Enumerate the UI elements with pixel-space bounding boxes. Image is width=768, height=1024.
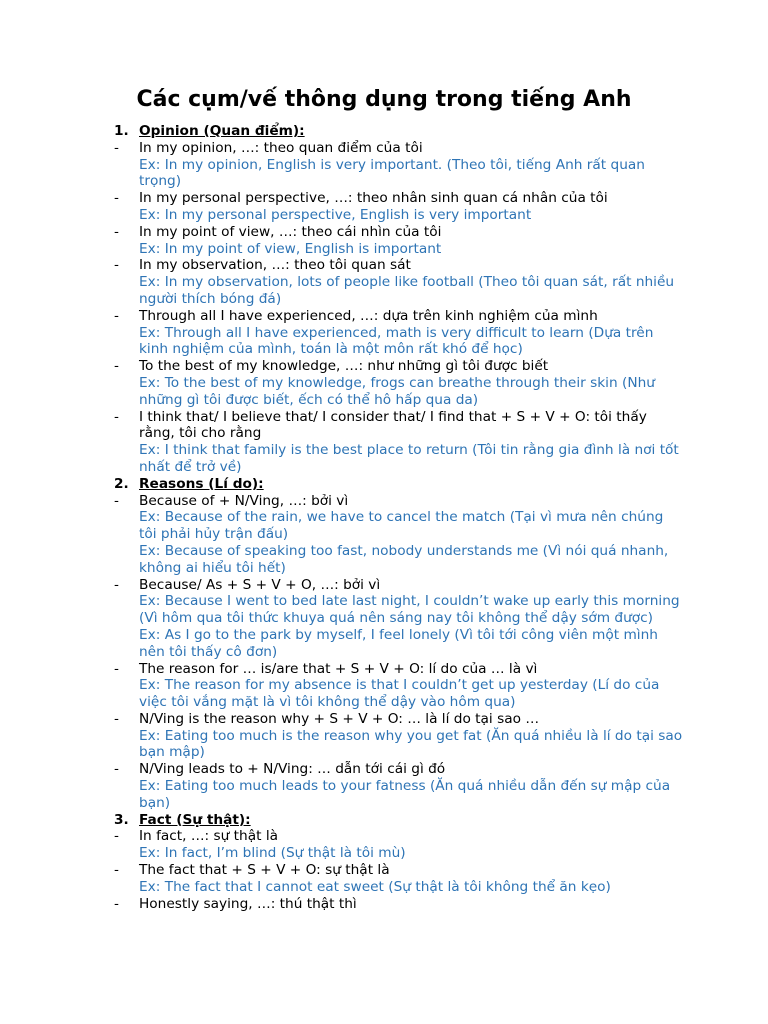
example-text: Ex: In my personal perspective, English is very important: [139, 206, 532, 223]
list-item: [114, 761, 684, 811]
section-heading: [114, 123, 684, 140]
list-item: [114, 224, 684, 258]
list-item: [114, 862, 684, 896]
example-text: Ex: I think that family is the best place to return (Tôi tin rằng gia đình là nơi tốt nhất để trở về): [139, 442, 679, 475]
example-text: Ex: Because I went to bed late last night, I couldn’t wake up early this morning (Vì hôm qua tôi thức khuya quá nên sáng nay tôi không thể dậy sớm được): [139, 593, 680, 627]
phrase-text: In my opinion, …: theo quan điểm của tôi: [139, 139, 423, 156]
phrase-text: In my observation, …: theo tôi quan sát: [139, 257, 411, 274]
list-item-body: [139, 711, 684, 761]
section-number: 1.: [114, 123, 129, 139]
bullet-dash: -: [114, 710, 119, 727]
list-item-body: [139, 224, 684, 258]
example-text: Ex: Eating too much is the reason why you get fat (Ăn quá nhiều là lí do tại sao bạn mập): [139, 727, 683, 761]
list-item: [114, 358, 684, 408]
bullet-dash: -: [114, 576, 119, 593]
list-item: [114, 661, 684, 711]
bullet-dash: -: [114, 190, 119, 207]
section-heading: [114, 812, 684, 829]
phrase-text: Because of + N/Ving, …: bởi vì: [139, 492, 349, 509]
bullet-dash: -: [114, 660, 119, 677]
list-item: [114, 409, 684, 476]
list-item-body: [139, 661, 684, 711]
list-item: [114, 308, 684, 358]
list-item: [114, 828, 684, 862]
list-item: [114, 493, 684, 577]
example-text: Ex: As I go to the park by myself, I feel lonely (Vì tôi tới công viên một mình nên tôi thấy cô đơn): [139, 626, 658, 660]
phrase-text: In my point of view, …: theo cái nhìn của tôi: [139, 223, 442, 240]
example-text: Ex: In my point of view, English is important: [139, 240, 442, 257]
section-heading-text: Opinion (Quan điểm):: [139, 123, 305, 139]
bullet-dash: -: [114, 761, 119, 778]
bullet-dash: -: [114, 257, 119, 274]
list-item-body: [139, 761, 684, 811]
section-number: 3.: [114, 811, 129, 828]
example-text: Ex: Eating too much leads to your fatness (Ăn quá nhiều dẫn đến sự mập của bạn): [139, 778, 671, 811]
example-text: Ex: The fact that I cannot eat sweet (Sự thật là tôi không thể ăn kẹo): [139, 878, 611, 895]
phrase-text: Because/ As + S + V + O, …: bởi vì: [139, 576, 381, 593]
example-text: Ex: In fact, I’m blind (Sự thật là tôi mù): [139, 845, 406, 862]
list-item-body: [139, 257, 684, 307]
list-item: [114, 896, 684, 913]
section-heading-text: Fact (Sự thật):: [139, 811, 251, 828]
list-item: [114, 140, 684, 190]
section-heading-text: Reasons (Lí do):: [139, 475, 264, 492]
section-number: 2.: [114, 475, 129, 492]
example-text: Ex: Because of the rain, we have to cancel the match (Tại vì mưa nên chúng tôi phải hủy trận đấu): [139, 509, 664, 543]
list-item-body: [139, 190, 684, 224]
phrase-text: N/Ving is the reason why + S + V + O: … là lí do tại sao …: [139, 710, 540, 727]
phrase-text: Through all I have experienced, …: dựa trên kinh nghiệm của mình: [139, 307, 598, 324]
list-item-body: [139, 862, 684, 896]
bullet-dash: -: [114, 828, 119, 845]
phrase-text: The reason for … is/are that + S + V + O: lí do của … là vì: [139, 660, 538, 677]
list-item-body: [139, 896, 684, 913]
example-text: Ex: In my opinion, English is very important. (Theo tôi, tiếng Anh rất quan trọng): [139, 156, 645, 190]
list-item: [114, 577, 684, 661]
phrase-text: I think that/ I believe that/ I consider that/ I find that + S + V + O: tôi thấy rằng, tôi cho rằng: [139, 408, 647, 442]
bullet-dash: -: [114, 358, 119, 375]
list-item: [114, 190, 684, 224]
phrase-text: In my personal perspective, …: theo nhân sinh quan cá nhân của tôi: [139, 190, 608, 207]
list-item-body: [139, 409, 684, 476]
phrase-text: The fact that + S + V + O: sự thật là: [139, 862, 390, 879]
phrase-text: N/Ving leads to + N/Ving: … dẫn tới cái gì đó: [139, 761, 446, 778]
list-item-body: [139, 493, 684, 577]
list-item: [114, 711, 684, 761]
list-item-body: [139, 140, 684, 190]
bullet-dash: -: [114, 895, 119, 912]
phrase-text: To the best of my knowledge, …: như những gì tôi được biết: [139, 358, 549, 375]
list-item-body: [139, 828, 684, 862]
list-item: [114, 257, 684, 307]
example-text: Ex: In my observation, lots of people like football (Theo tôi quan sát, rất nhiều người thích bóng đá): [139, 274, 675, 307]
phrase-text: Honestly saying, …: thú thật thì: [139, 895, 357, 912]
example-text: Ex: To the best of my knowledge, frogs can breathe through their skin (Như những gì tôi được biết, ếch có thể hô hấp qua da): [139, 374, 655, 408]
phrase-text: In fact, …: sự thật là: [139, 828, 279, 845]
bullet-dash: -: [114, 492, 119, 509]
bullet-dash: -: [114, 408, 119, 425]
list-item-body: [139, 358, 684, 408]
bullet-dash: -: [114, 307, 119, 324]
example-text: Ex: Through all I have experienced, math is very difficult to learn (Dựa trên kinh nghiệm của mình, toán là một môn rất khó để học): [139, 324, 654, 358]
document-content: [114, 123, 684, 912]
page-title: Các cụm/vế thông dụng trong tiếng Anh: [136, 87, 632, 112]
bullet-dash: -: [114, 223, 119, 240]
section-heading: [114, 476, 684, 493]
bullet-dash: -: [114, 862, 119, 879]
list-item-body: [139, 577, 684, 661]
list-item-body: [139, 308, 684, 358]
example-text: Ex: The reason for my absence is that I couldn’t get up yesterday (Lí do của việc tôi vắng mặt là vì tôi không thể dậy vào hôm qua): [139, 677, 660, 711]
bullet-dash: -: [114, 139, 119, 156]
example-text: Ex: Because of speaking too fast, nobody understands me (Vì nói quá nhanh, không ai hiểu tôi hết): [139, 542, 669, 576]
